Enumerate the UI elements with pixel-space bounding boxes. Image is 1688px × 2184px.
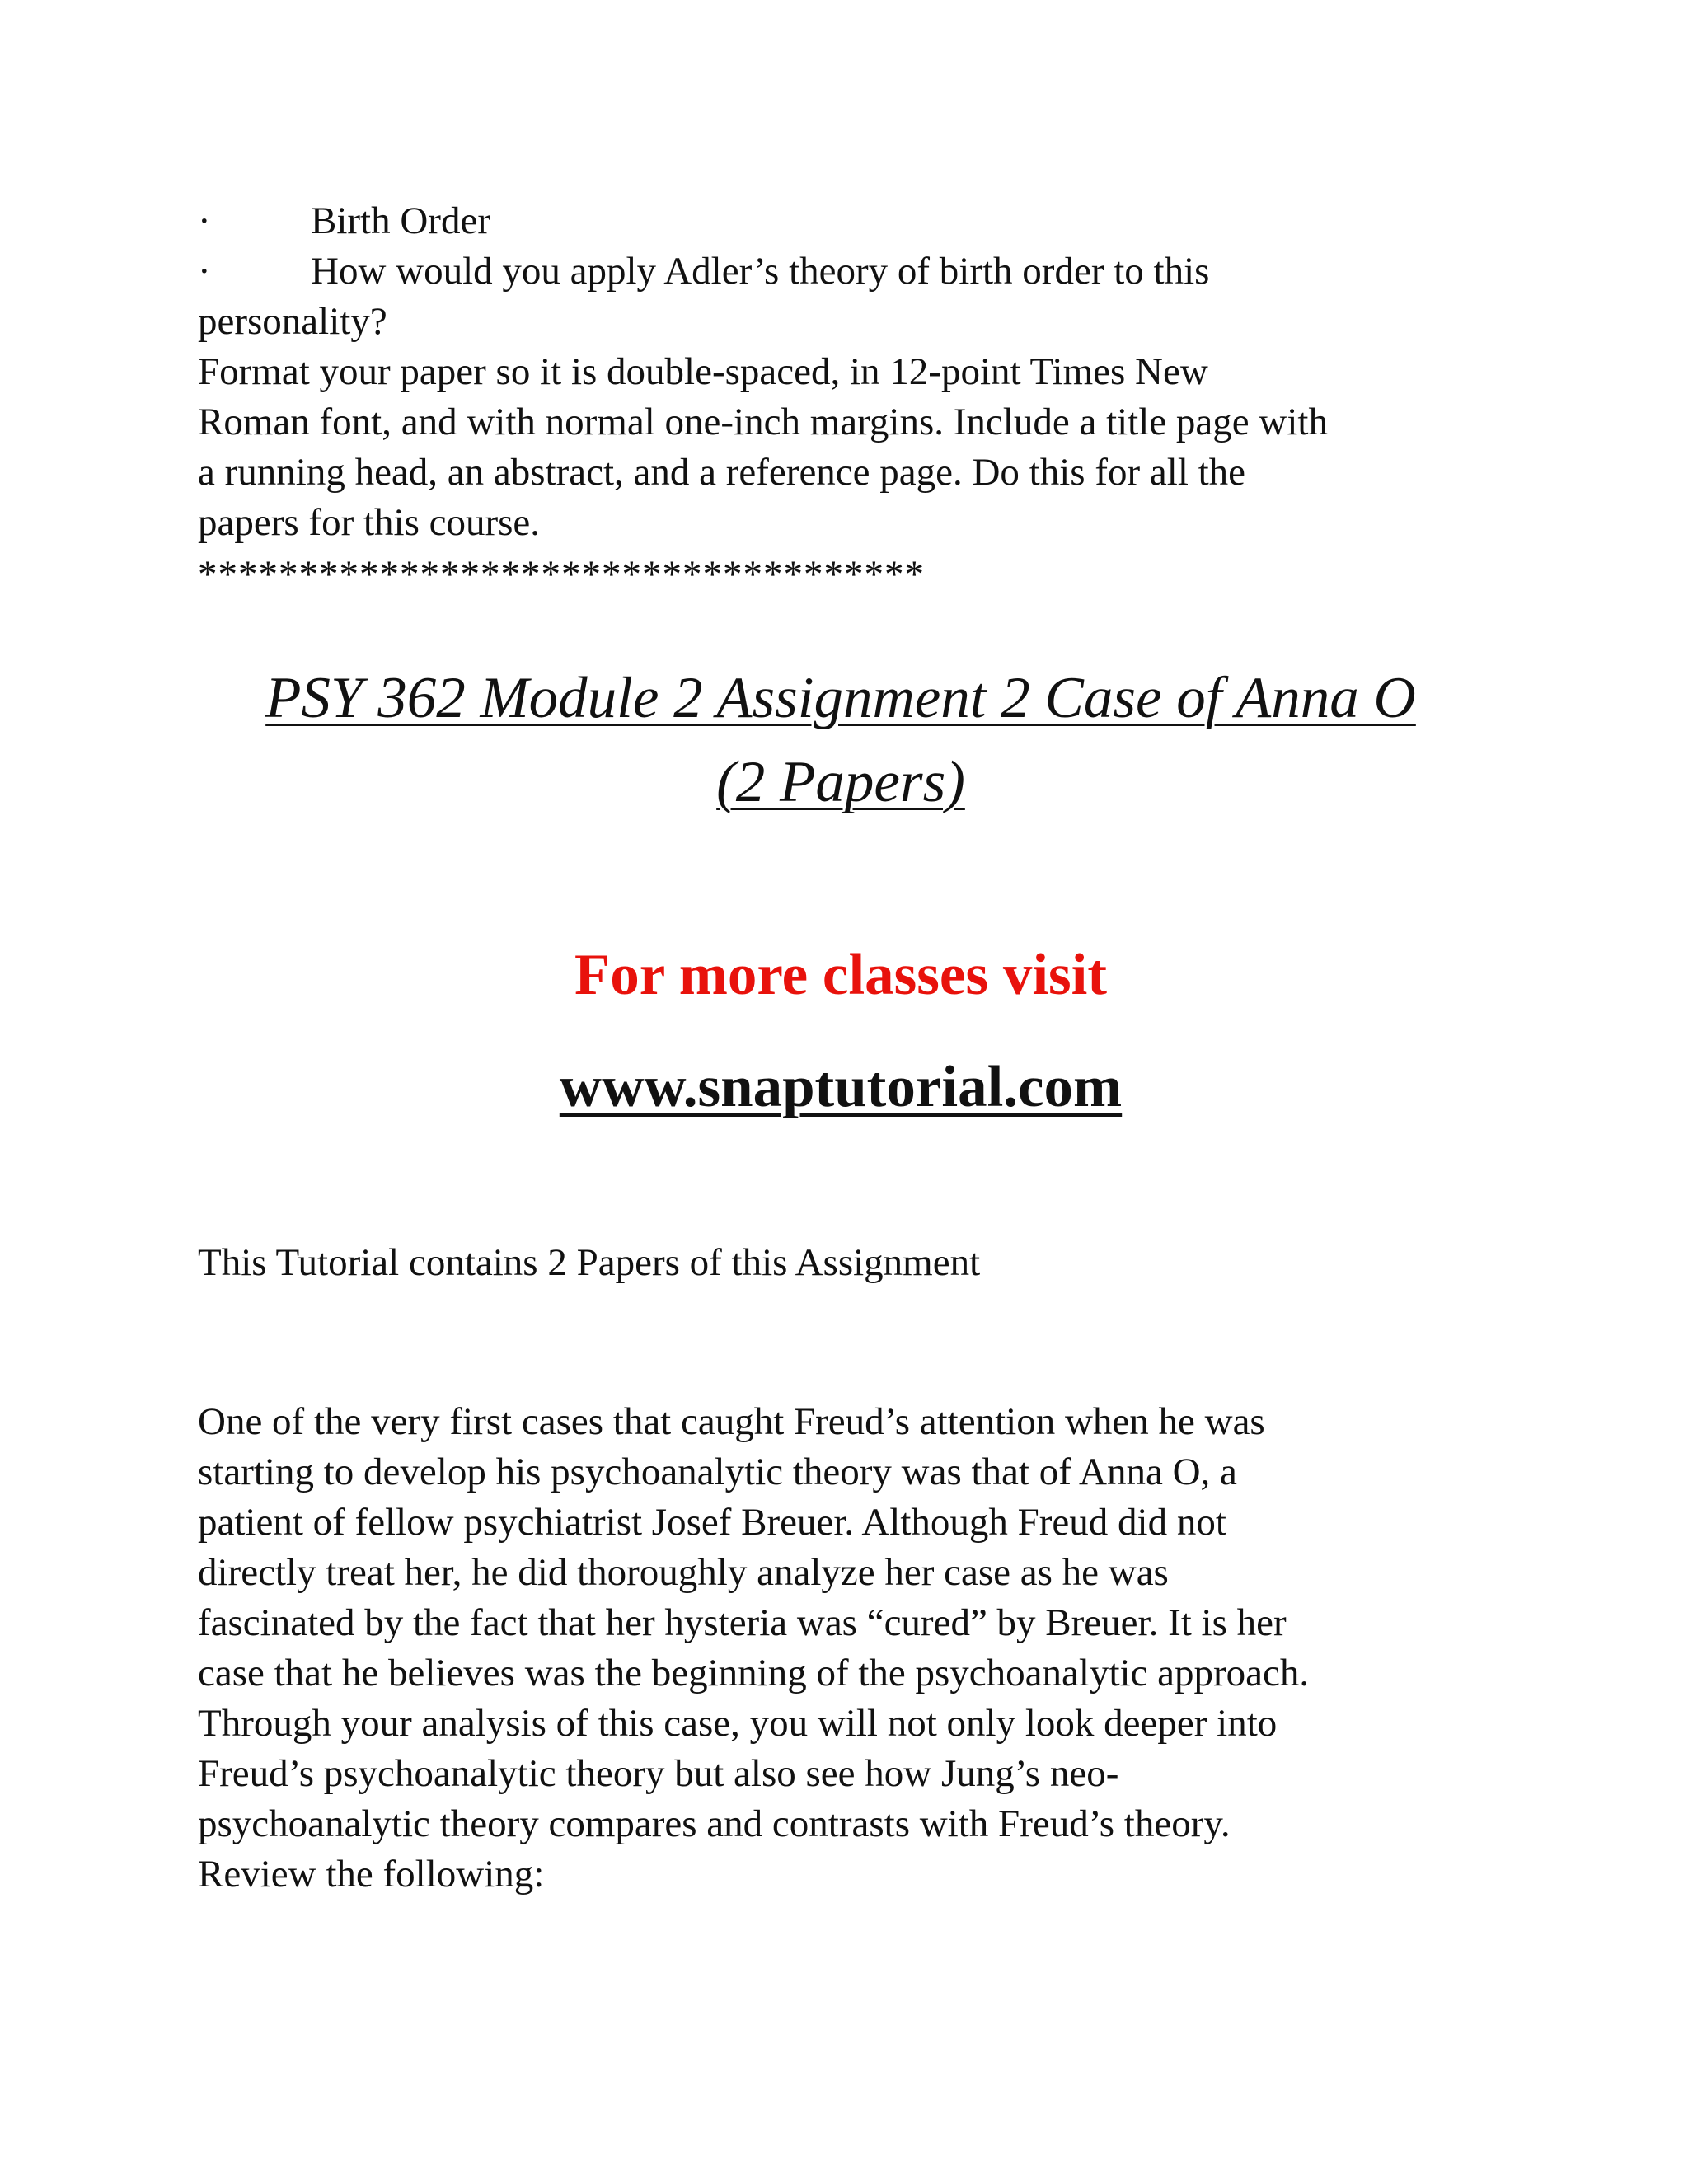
- bullet-item-birth-order: [198, 196, 1484, 246]
- separator-line: ************************************: [198, 553, 925, 596]
- bullet-continuation: personality?: [198, 300, 387, 343]
- visit-heading: For more classes visit: [574, 943, 1108, 1007]
- bullet-text: How would you apply Adler’s theory of birth order to this: [311, 250, 1210, 293]
- bullet-marker: ·: [198, 250, 211, 293]
- format-paragraph: Format your paper so it is double-spaced, in 12-point Times New Roman font, and with normal one-inch margins. Include a title page with a running head, an abstract, and a reference page. Do this for all the papers for this course.: [198, 350, 1328, 544]
- bullet-marker: ·: [198, 199, 211, 242]
- page-content: [198, 196, 1484, 1900]
- assignment-title-line-2: (2 Papers): [716, 750, 965, 814]
- bullet-text: Birth Order: [311, 199, 490, 242]
- tutorial-note: This Tutorial contains 2 Papers of this Assignment: [198, 1241, 981, 1284]
- assignment-title-line-1: PSY 362 Module 2 Assignment 2 Case of Anna O: [265, 666, 1416, 730]
- website-link[interactable]: www.snaptutorial.com: [559, 1055, 1123, 1119]
- case-description-paragraph: One of the very first cases that caught Freud’s attention when he was starting to develop his psychoanalytic theory was that of Anna O, a patient of fellow psychiatrist Josef Breuer. Although Freud did not directly treat her, he did thoroughly analyze her case as he was fascinated by the fact that her hysteria was “cured” by Breuer. It is her case that he believes was the beginning of the psychoanalytic approach. Through your analysis of this case, you will not only look deeper into Freud’s psychoanalytic theory but also see how Jung’s neo- psychoanalytic theory compares and contrasts with Freud’s theory. Review the following:: [198, 1400, 1310, 1896]
- bullet-item-adler-question: [198, 246, 1484, 297]
- assignment-title: [190, 656, 1492, 824]
